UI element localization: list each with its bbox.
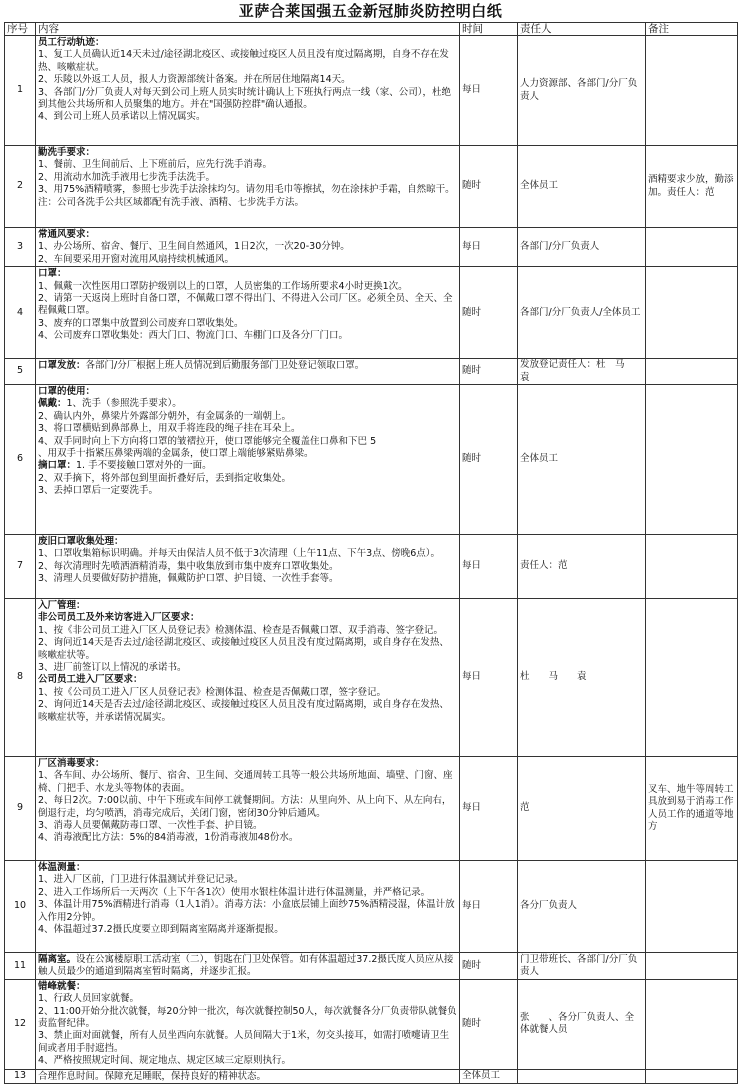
row-content [36,385,460,535]
content-line: 4、消毒液配比方法：5%的84消毒液，1份消毒液加48份水。 [38,832,299,844]
table-row [5,385,738,535]
table-row [5,359,738,385]
content-line: 3、废弃的口罩集中放置到公司废弃口罩收集处。 [38,317,244,329]
content-line: 1、复工人员确认近14天未过/途径湖北疫区、或接触过疫区人员且没有度过隔离期，自身不存在发热、咳嗽症状。 [38,49,449,73]
row-owner: 各部门/分厂负责人 [518,228,646,267]
table-row [5,757,738,861]
row-note [646,599,738,757]
row-time: 随时 [460,146,518,228]
row-owner: 发放登记责任人：杜 马 袁 [518,359,646,385]
content-line: 2、进入工作场所后一天两次（上下午各1次）使用水银柱体温计进行体温测量，并严格记录。 [38,886,431,898]
table-row [5,146,738,228]
content-line: 合理作息时间。保障充足睡眠，保持良好的精神状态。 [38,1070,267,1082]
content-line: 错峰就餐： [38,980,86,992]
row-owner: 全体员工 [518,146,646,228]
row-number: 7 [5,535,36,599]
row-content [36,1069,460,1083]
row-note [646,267,738,359]
content-line: 2、每日2次。7:00以前、中午下班或车间停工就餐期间。方法：从里向外、从上向下、从左向右，倒退行走，均匀喷洒，消毒完成后，关闭门窗，密闭30分钟后通风。 [38,795,452,819]
row-number: 12 [5,979,36,1069]
content-line: 4、公司废弃口罩收集处：西大门口、物流门口、车棚门口及各分厂门口。 [38,330,349,342]
content-line: 勤洗手要求： [38,147,96,158]
row-time: 每日 [460,36,518,146]
header-content: 内容 [36,23,460,36]
row-note: 酒精要求少放，勤添加。责任人：范 [646,146,738,228]
content-line: 2、双手摘下，将外部包到里面折叠好后，丢到指定收集处。 [38,472,292,484]
row-content [36,267,460,359]
content-line: 2、用流动水加洗手液用七步洗手法洗手。 [38,171,216,183]
content-line: 口罩： [38,268,67,280]
row-note [646,953,738,980]
content-line: 3、消毒人员要佩戴防毒口罩、一次性手套、护目镜。 [38,820,263,832]
content-line: 1、口罩收集箱标识明确。并每天由保洁人员不低于3次清理（上午11点、下午3点、傍晚6点）。 [38,548,441,560]
row-note [646,535,738,599]
row-time: 全体员工 [460,1069,518,1083]
row-content [36,757,460,861]
row-content [36,599,460,757]
content-line: 1、按《公司员工进入厂区人员登记表》检测体温、检查是否佩戴口罩，签字登记。 [38,686,387,698]
row-time: 每日 [460,861,518,953]
content-line: 3、将口罩横贴到鼻部鼻上，用双手将连段的绳子挂在耳朵上。 [38,423,301,435]
content-line: 2、每次清理时先喷洒酒精消毒，集中收集放到市集中废弃口罩收集处。 [38,560,339,572]
content-line: 3、清理人员要做好防护措施，佩戴防护口罩、护目镜、一次性手套等。 [38,573,339,585]
row-note [646,228,738,267]
content-line: 公司员工进入厂区要求： [38,674,143,686]
row-time: 每日 [460,228,518,267]
row-note [646,359,738,385]
header-time: 时间 [460,23,518,36]
row-time: 每日 [460,599,518,757]
row-number: 8 [5,599,36,757]
content-line: 3、丢掉口罩后一定要洗手。 [38,485,159,497]
table-row [5,1069,738,1083]
row-owner: 责任人：范 [518,535,646,599]
content-line: 非公司员工及外来访客进入厂区要求： [38,612,200,624]
row-time: 随时 [460,979,518,1069]
content-line: 废旧口罩收集处理： [38,536,124,548]
content-line: 3、各部门/分厂负责人对每天到公司上班人员实时统计确认上下班执行两点一线（家、公司），杜绝到其他公共场所和人员聚集的地方。并在"国强防控群"确认通报。 [38,86,451,111]
row-time: 随时 [460,267,518,359]
table-body [5,36,738,1084]
document-title: 亚萨合莱国强五金新冠肺炎防控明白纸 [238,2,503,20]
content-line: 1、办公场所、宿舍、餐厅、卫生间自然通风，1日2次，一次20-30分钟。 [38,241,350,253]
row-time: 随时 [460,953,518,980]
row-note: 叉车、地牛等周转工具放到易于消毒工作人员工作的通道等地方 [646,757,738,861]
row-note [646,385,738,535]
row-content [36,228,460,267]
header-note: 备注 [646,23,738,36]
row-number: 2 [5,146,36,228]
content-line: 口罩的使用： [38,386,96,398]
content-line: 佩戴：1、洗手（参照洗手要求）。 [38,398,182,410]
content-line: 入厂管理： [38,600,86,612]
table-row [5,535,738,599]
header-owner: 责任人 [518,23,646,36]
row-number: 6 [5,385,36,535]
content-line: 2、请第一天返岗上班时自备口罩，不佩戴口罩不得出门、不得进入公司厂区。必须全员、全天、全程佩戴口罩。 [38,293,453,317]
row-content [36,146,460,228]
content-line: 、用双手十指紧压鼻梁两端的金属条，使口罩上端能够紧贴鼻梁。 [38,448,314,460]
row-owner: 杜 马 袁 [518,599,646,757]
content-line: 2、车间要采用开窗对流用风扇持续机械通风。 [38,253,235,265]
table-row [5,599,738,757]
row-note [646,1069,738,1083]
row-content [36,979,460,1069]
row-content [36,953,460,980]
content-line: 2、11:00开始分批次就餐，每20分钟一批次，每次就餐控制50人，每次就餐各分厂负责带队就餐负责监督纪律。 [38,1005,457,1030]
row-content [36,535,460,599]
header-num: 序号 [5,23,36,36]
content-line: 2、询问近14天是否去过/途径湖北疫区、或接触过疫区人员且没有度过隔离期，或自身存在发热、咳嗽症状等，并承诺情况属实。 [38,699,449,723]
row-number: 13 [5,1069,36,1083]
content-line: 员工行动轨迹： [38,37,105,48]
row-owner: 各分厂负责人 [518,861,646,953]
row-number: 11 [5,953,36,980]
table-row [5,979,738,1069]
content-line: 3、进厂前签订以上情况的承诺书。 [38,662,187,674]
content-line: 2、确认内外，鼻梁片外露部分朝外，有金属条的一端朝上。 [38,410,292,422]
row-content [36,861,460,953]
row-owner: 范 [518,757,646,861]
table-row [5,36,738,146]
row-time: 随时 [460,385,518,535]
row-owner: 门卫带班长、各部门/分厂负责人 [518,953,646,980]
row-owner: 张 、各分厂负责人、全体就餐人员 [518,979,646,1069]
content-line: 1、进入厂区前，门卫进行体温测试并登记记录。 [38,874,244,886]
row-number: 9 [5,757,36,861]
table-row [5,228,738,267]
row-time: 每日 [460,757,518,861]
content-line: 1、佩戴一次性医用口罩防护级别以上的口罩，人员密集的工作场所要求4小时更换1次。 [38,280,408,292]
table-row [5,267,738,359]
content-line: 4、严格按照规定时间、规定地点、规定区域三定原则执行。 [38,1055,292,1067]
content-line: 1、餐前、卫生间前后、上下班前后，应先行洗手消毒。 [38,159,273,171]
content-line: 1、行政人员回家就餐。 [38,993,140,1005]
table-row [5,861,738,953]
row-note [646,36,738,146]
content-line: 口罩发放：各部门/分厂根据上班人员情况到后勤服务部门卫处登记领取口罩。 [38,360,365,372]
content-line: 隔离室。设在公寓楼原职工活动室（二），钥匙在门卫处保管。如有体温超过37.2摄氏度人员应从接触人员最少的通道到隔离室暂时隔离，并逐步汇报。 [38,954,454,978]
content-line: 注：公司各洗手公共区域都配有洗手液、酒精、七步洗手方法。 [38,196,305,208]
row-number: 10 [5,861,36,953]
table-row [5,953,738,980]
row-owner: 人力资源部、各部门/分厂负责人 [518,36,646,146]
content-line: 1、各车间、办公场所、餐厅、宿舍、卫生间、交通周转工具等一般公共场所地面、墙壁、门窗、座椅、门把手、水龙头等物体的表面。 [38,770,453,794]
row-time: 随时 [460,359,518,385]
content-line: 2、询问近14天是否去过/途径湖北疫区、或接触过疫区人员且没有度过隔离期，或自身存在发热、咳嗽症状等。 [38,637,449,661]
row-owner: 全体员工 [518,385,646,535]
content-line: 厂区消毒要求： [38,758,105,770]
content-line: 4、到公司上班人员承诺以上情况属实。 [38,111,206,123]
content-line: 3、用75%酒精喷雾，参照七步洗手法涂抹均匀。请勿用毛巾等擦拭，勿在涂抹护手霜，自然晾干。 [38,184,455,196]
row-number: 1 [5,36,36,146]
content-line: 3、体温计用75%酒精进行消毒（1人1消）。消毒方法：小盒底层铺上面纱75%酒精浸湿，体温计放入作用2分钟。 [38,899,455,923]
content-line: 摘口罩：1. 手不要接触口罩对外的一面。 [38,460,212,472]
row-number: 5 [5,359,36,385]
prevention-table [4,22,738,1084]
row-owner: 各部门/分厂负责人/全体员工 [518,267,646,359]
content-line: 3、禁止面对面就餐，所有人员坐西向东就餐。人员间隔大于1米，勿交头接耳，如需打喷嚏请卫生间或者用手肘遮挡。 [38,1030,450,1054]
content-line: 1、按《非公司员工进入厂区人员登记表》检测体温、检查是否佩戴口罩、双手消毒、签字登记。 [38,624,444,636]
row-content [36,36,460,146]
content-line: 4、体温超过37.2摄氏度要立即到隔离室隔离并逐渐提报。 [38,924,284,936]
row-owner [518,1069,646,1083]
content-line: 常通风要求： [38,229,96,240]
header-row [5,23,738,36]
content-line: 2、乐陵以外返工人员，报人力资源部统计备案。并在所居住地隔离14天。 [38,74,351,86]
row-number: 3 [5,228,36,267]
row-content [36,359,460,385]
row-time: 每日 [460,535,518,599]
content-line: 体温测量： [38,862,86,874]
row-number: 4 [5,267,36,359]
row-note [646,979,738,1069]
content-line: 4、双手同时向上下方向将口罩的皱褶拉开，使口罩能够完全覆盖住口鼻和下巴 5 [38,435,377,447]
row-note [646,861,738,953]
